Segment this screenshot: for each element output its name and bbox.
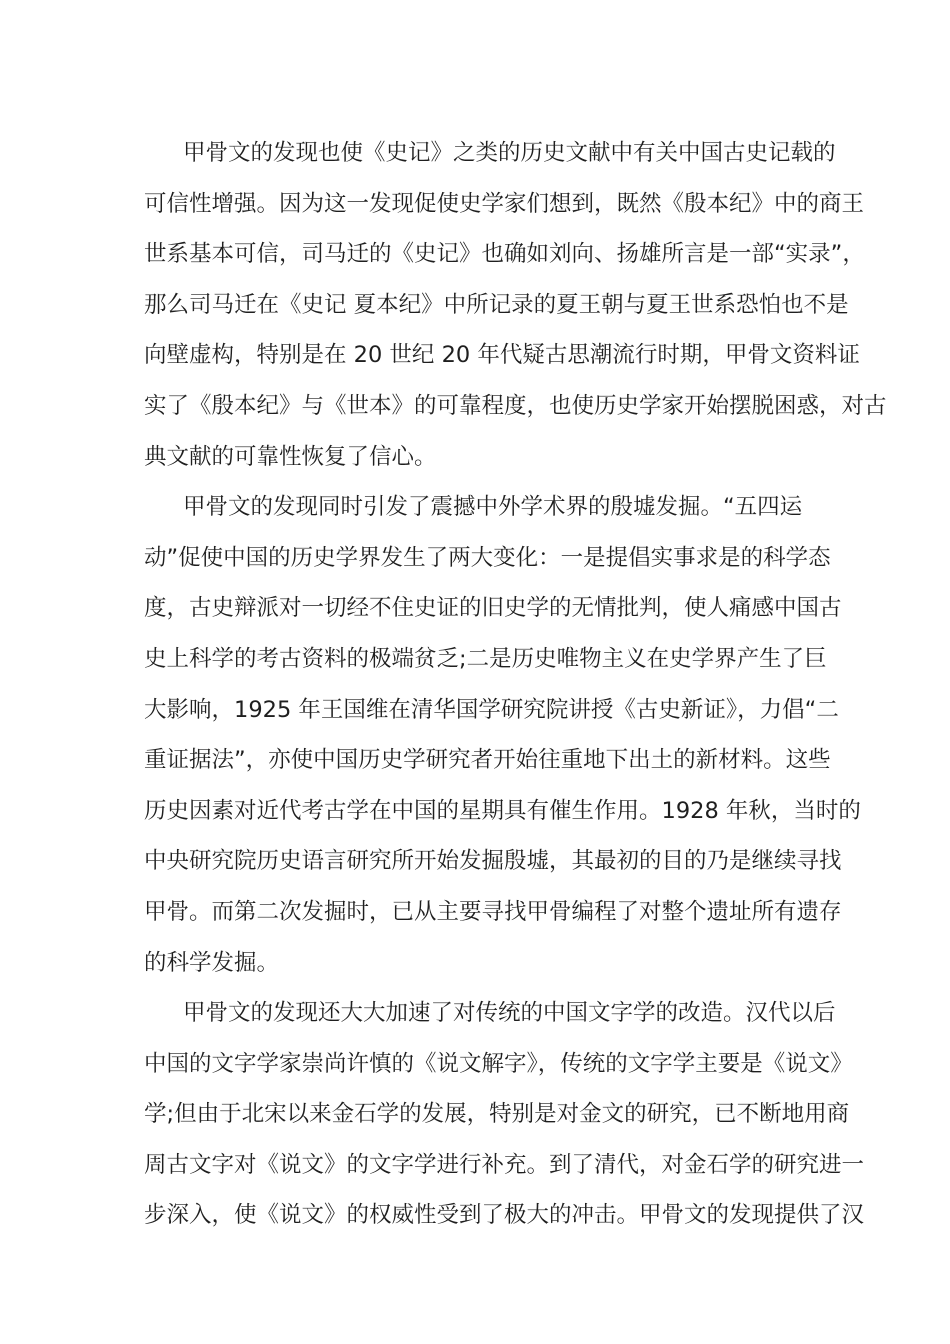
- paragraph-first-line: 甲骨文的发现也使《史记》之类的历史文献中有关中国古史记载的: [183, 140, 836, 166]
- text-line: 可信性增强。因为这一发现促使史学家们想到，既然《殷本纪》中的商王: [144, 190, 865, 217]
- text-line: 甲骨。而第二次发掘时，已从主要寻找甲骨编程了对整个遗址所有遗存: [144, 898, 842, 925]
- text-line: 史上科学的考古资料的极端贫乏;二是历史唯物主义在史学界产生了巨: [144, 645, 827, 672]
- text-line: 大影响，1925 年王国维在清华国学研究院讲授《古史新证》，力倡“二: [144, 696, 839, 723]
- text-line: 实了《殷本纪》与《世本》的可靠程度，也使历史学家开始摆脱困惑，对古: [144, 392, 887, 419]
- text-line: 典文献的可靠性恢复了信心。: [144, 443, 437, 470]
- text-line: 步深入，使《说文》的权威性受到了极大的冲击。甲骨文的发现提供了汉: [144, 1202, 865, 1229]
- body-text: [144, 128, 887, 1241]
- paragraph-first-line: 甲骨文的发现同时引发了震撼中外学术界的殷墟发掘。“五四运: [183, 494, 803, 521]
- text-line: 向壁虚构，特别是在 20 世纪 20 年代疑古思潮流行时期，甲骨文资料证: [144, 342, 860, 369]
- text-line: 动”促使中国的历史学界发生了两大变化：一是提倡实事求是的科学态: [144, 544, 831, 571]
- text-line: 学;但由于北宋以来金石学的发展，特别是对金文的研究，已不断地用商: [144, 1101, 850, 1128]
- text-line: 世系基本可信，司马迁的《史记》也确如刘向、扬雄所言是一部“实录”，: [144, 241, 865, 268]
- text-line: 重证据法”，亦使中国历史学研究者开始往重地下出土的新材料。这些: [144, 747, 831, 774]
- text-line: 那么司马迁在《史记 夏本纪》中所记录的夏王朝与夏王世系恐怕也不是: [144, 291, 849, 318]
- text-line: 中央研究院历史语言研究所开始发掘殷墟，其最初的目的乃是继续寻找: [144, 848, 842, 875]
- text-line: 中国的文字学家崇尚许慎的《说文解字》，传统的文字学主要是《说文》: [144, 1050, 853, 1077]
- text-line: 历史因素对近代考古学在中国的星期具有催生作用。1928 年秋，当时的: [144, 797, 861, 824]
- paragraph-first-line: 甲骨文的发现还大大加速了对传统的中国文字学的改造。汉代以后: [183, 1000, 836, 1027]
- text-line: 的科学发掘。: [144, 949, 280, 976]
- text-line: 周古文字对《说文》的文字学进行补充。到了清代，对金石学的研究进一: [144, 1151, 865, 1178]
- text-line: 度，古史辩派对一切经不住史证的旧史学的无情批判，使人痛感中国古: [144, 595, 842, 622]
